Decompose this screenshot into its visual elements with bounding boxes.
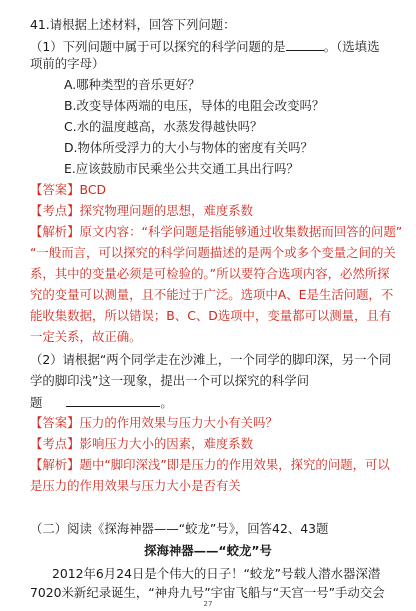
section-heading: （二）阅读《探海神器——“蛟龙”号》，回答42、43题 bbox=[30, 521, 329, 536]
q41-sub1-text-end: 。（选填选 bbox=[323, 39, 380, 54]
q41-sub1-text: （1）下列问题中属于可以探究的科学问题的是 bbox=[30, 39, 286, 54]
article-title: 探海神器——“蛟龙”号 bbox=[144, 543, 272, 558]
q41-sub2-end: 。 bbox=[160, 395, 173, 410]
answer-1: 【答案】BCD bbox=[30, 182, 107, 197]
exam-point-2: 【考点】影响压力大小的因素，难度系数 bbox=[30, 436, 254, 451]
option-e: E.应该鼓励市民乘坐公共交通工具出行吗？ bbox=[64, 161, 299, 176]
analysis-1-line-4: 究的变量可以测量，且不能过于广泛。选项中A、E是生活问题，不 bbox=[30, 287, 394, 302]
answer-2: 【答案】压力的作用效果与压力大小有关吗？ bbox=[30, 415, 278, 430]
analysis-1-line-3: 系，其中的变量必须是可检验的。”所以要符合选项内容，必然所探 bbox=[30, 266, 390, 281]
article-para-line-1: 2012年6月24日是个伟大的日子！“蛟龙”号载人潜水器深潜 bbox=[52, 566, 381, 581]
option-a: A.哪种类型的音乐更好？ bbox=[64, 77, 201, 92]
analysis-1-line-6: 一定关系，故正确。 bbox=[30, 329, 142, 344]
analysis-1-line-2: “一般而言，可以探究的科学问题描述的是两个或多个变量之间的关 bbox=[30, 245, 396, 260]
analysis-2-line-2: 是压力的作用效果与压力大小是否有关 bbox=[30, 478, 241, 493]
q41-sub2-line-2: 学的脚印浅”这一现象，提出一个可以探究的科学问 bbox=[30, 373, 310, 388]
q41-sub2-text: 题 bbox=[30, 395, 43, 410]
answer-blank bbox=[286, 38, 324, 51]
exam-point-1: 【考点】探究物理问题的思想，难度系数 bbox=[30, 203, 254, 218]
q41-sub1-line bbox=[30, 38, 379, 55]
analysis-2-line-1: 【解析】题中“脚印深浅”即是压力的作用效果，探究的问题，可以 bbox=[30, 457, 390, 472]
option-d: D.物体所受浮力的大小与物体的密度有关吗？ bbox=[64, 140, 313, 155]
q41-stem: 41.请根据上述材料，回答下列问题： bbox=[30, 17, 236, 32]
q41-sub2-line-1: （2）请根据“两个同学走在沙滩上，一个同学的脚印深，另一个同 bbox=[30, 352, 392, 367]
option-c: C.水的温度越高，水蒸发得越快吗？ bbox=[64, 119, 263, 134]
answer-blank bbox=[66, 394, 160, 407]
article-para-line-2: 7020米新纪录诞生，“神舟九号”宇宙飞船与“天宫一号”手动交会 bbox=[30, 585, 385, 600]
page-number: 27 bbox=[203, 600, 213, 608]
q41-sub1-hint: 项前的字母） bbox=[30, 56, 105, 71]
option-b: B.改变导体两端的电压，导体的电阻会改变吗？ bbox=[64, 98, 325, 113]
q41-sub2-line-3 bbox=[30, 394, 173, 411]
analysis-1-line-1: 【解析】原文内容：“科学问题是指能够通过收集数据而回答的问题” bbox=[30, 224, 403, 239]
analysis-1-line-5: 能收集数据，所以错误；B、C、D选项中，变量都可以测量，且有 bbox=[30, 308, 392, 323]
